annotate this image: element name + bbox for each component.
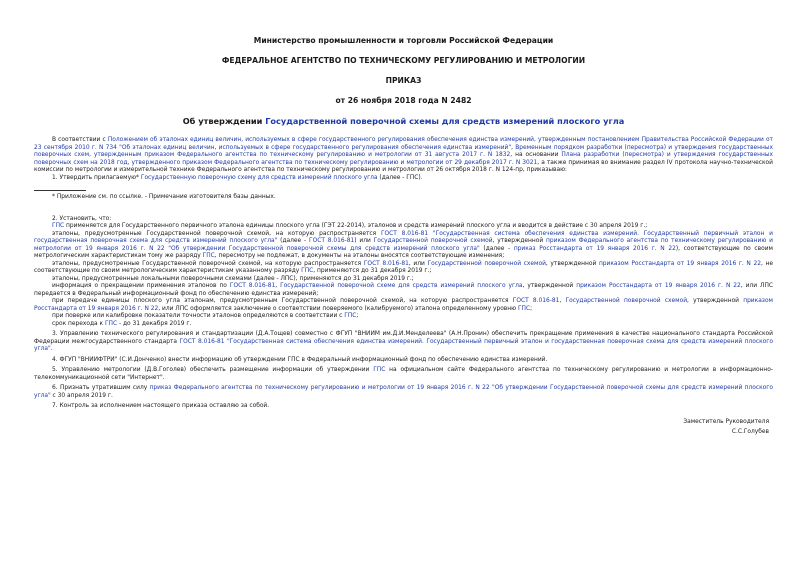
gost-short-link[interactable]: ГОСТ 8.016-81 <box>229 283 276 289</box>
order-2016-link[interactable]: приказом Федерального агентства по техническому регулированию и метрологии от 19 января 2016 г. N 22 "Об утверждении Государственной поверочной схемы для средств измерений плоского угла" <box>34 238 773 252</box>
gps-scheme-link[interactable]: Государственную поверочную схему для средств измерений плоского угла <box>140 174 378 181</box>
gost-short-link[interactable]: ГОСТ 8.016-81 <box>363 260 409 267</box>
signature-block <box>34 417 773 437</box>
gost-short-link[interactable]: ГОСТ 8.016-81 <box>309 238 355 244</box>
item-5: 5. Управлению метрологии (Д.В.Гоголев) обеспечить размещение информации об утверждении ГПС на официальном сайте Федерального агентства по техническому регулированию и метрологии в информационно-телекоммуникационной сети "Интернет". <box>34 367 773 381</box>
item-2-para-a: ГПС применяется для Государственного первичного эталона единицы плоского угла (ГЭТ 22-2014), эталонов и средств измерений плоского угла и вводится в действие с 30 апреля 2019 г.; <box>52 223 648 229</box>
gps-link[interactable]: ГПС <box>202 253 215 259</box>
scheme-link[interactable]: Государственной поверочной схемой <box>427 260 546 267</box>
gost-link[interactable]: ГОСТ 8.016-81 "Государственная система обеспечения единства измерений. Государственный первичный эталон и государственная поверочная схема для средств измерений плоского угла" <box>34 230 773 244</box>
document-title: Об утверждении Государственной поверочной схемы для средств измерений плоского угла <box>182 116 625 126</box>
item-2-para-d: эталоны, предусмотренные локальными поверочными схемами (далее - ЛПС), применяются до 31 декабря 2019 г.; <box>52 275 414 282</box>
scheme-link[interactable]: Государственной поверочной схемой <box>373 238 493 244</box>
gps-link[interactable]: ГПС <box>301 268 314 274</box>
plan-link[interactable]: Плана разработки (пересмотра) и утверждения государственных поверочных схем на 2018 год, утвержденного приказом Федерального агентства по техническому регулированию и метрологии от 29 декабря 2017 г. N 3021 <box>34 152 773 166</box>
title-link[interactable]: Государственной поверочной схемы для средств измерений плоского угла <box>265 116 625 126</box>
gps-link[interactable]: ГПС <box>52 223 65 229</box>
gps-link[interactable]: ГПС <box>104 320 118 327</box>
preamble-paragraph: В соответствии с Положением об эталонах единиц величин, используемых в сфере государственного регулирования обеспечения единства измерений, утвержденным постановлением Правительства Российской Федерации от 23 сентября 2010 г. N 734 "Об эталонах единиц величин, используемых в сфере государственного регулирования обеспечения единства измерений", Временным порядком разработки (пересмотра) и утверждения государственных поверочных схем, утвержденным приказом Федерального агентства по техническому регулированию и метрологии от 31 августа 2017 г. N 1832, на основании Плана разработки (пересмотра) и утверждения государственных поверочных схем на 2018 год, утвержденного приказом Федерального агентства по техническому регулированию и метрологии от 29 декабря 2017 г. N 3021, а также принимая во внимание раздел IV протокола научно-технической комиссии по метрологии и измерительной технике Федерального агентства по техническому регулированию и метрологии от 26 октября 2018 г. N 124-пр, приказываю: <box>34 137 774 173</box>
signature-name: С.С.Голубев <box>731 428 769 435</box>
gost-short-link[interactable]: ГОСТ 8.016-81 <box>512 298 560 304</box>
item-3: 3. Управлению технического регулирования и стандартизации (Д.А.Тощев) совместно с ФГУП "ВНИИМ им.Д.И.Менделеева" (А.Н.Пронин) обеспечить прекращение применения в качестве национального стандарта Российской Федерации межгосударственного стандарта ГОСТ 8.016-81 "Государственная система обеспечения единства измерений. Государственный первичный эталон и государственная поверочная схема для средств измерений плоского угла". <box>34 331 773 352</box>
item-2-para-b: эталоны, предусмотренные Государственной поверочной схемой, на которую распространяется ГОСТ 8.016-81 "Государственная система обеспечения единства измерений. Государственный первичный эталон и государственная поверочная схема для средств измерений плоского угла" (далее - ГОСТ 8.016-81) или Государственной поверочной схемой, утвержденной приказом Федерального агентства по техническому регулированию и метрологии от 19 января 2016 г. N 22 "Об утверждении Государственной поверочной схемы для средств измерений плоского угла" (далее - приказ Росстандарта от 19 января 2016 г. N 22), соответствующие по своим метрологическим характеристикам тому же разряду ГПС, пересмотру не подлежат, в документы на эталоны вносятся соответствующие изменения; <box>34 230 774 259</box>
date-number-heading: от 26 ноября 2018 года N 2482 <box>335 96 472 105</box>
temporary-order-link[interactable]: Временным порядком разработки (пересмотра) и утверждения государственных поверочных схем, утвержденным приказом Федерального агентства по техническому регулированию и метрологии от 31 августа 2017 г. N 1832 <box>34 144 774 158</box>
item-2-para-f: при передаче единицы плоского угла эталонам, предусмотренным Государственной поверочной схемой, на которую распространяется ГОСТ 8.016-81, Государственной поверочной схемой, утвержденной приказом Росстандарта от 19 января 2016 г. N 22, или ЛПС оформляется заключение о соответствии поверяемого (калибруемого) эталона определенному уровню ГПС; <box>34 298 773 312</box>
item-1: 1. Утвердить прилагаемую* Государственную поверочную схему для средств измерений плоского угла (далее - ГПС). <box>52 174 423 181</box>
order-2016-link[interactable]: приказ Федерального агентства по техническому регулированию и метрологии от 19 января 2016 г. N 22 "Об утверждении Государственной поверочной схемы для средств измерений плоского угла" <box>34 385 773 399</box>
agency-heading: ФЕДЕРАЛЬНОЕ АГЕНТСТВО ПО ТЕХНИЧЕСКОМУ РЕГУЛИРОВАНИЮ И МЕТРОЛОГИИ <box>221 56 586 65</box>
scheme-full-link[interactable]: Государственной поверочной схеме для средств измерений плоского угла <box>280 283 523 289</box>
order-short-link[interactable]: приказом Росстандарта от 19 января 2016 г. N 22 <box>576 283 741 289</box>
doc-type-heading: ПРИКАЗ <box>385 76 422 85</box>
item-2-para-h: срок перехода к ГПС - до 31 декабря 2019 г. <box>52 320 192 327</box>
footnote-divider <box>34 190 86 191</box>
gost-link[interactable]: ГОСТ 8.016-81 "Государственная система обеспечения единства измерений. Государственный первичный эталон и государственная поверочная схема для средств измерений плоского угла" <box>34 338 773 352</box>
footnote: * Приложение см. по ссылке. - Примечание изготовителя базы данных. <box>52 194 276 200</box>
signature-position: Заместитель Руководителя <box>683 418 769 425</box>
scheme-link[interactable]: Государственной поверочной схемой <box>565 298 688 304</box>
order-short-link[interactable]: приказом Росстандарта от 19 января 2016 г. N 22 <box>34 298 773 312</box>
item-6: 6. Признать утратившим силу приказ Федерального агентства по техническому регулированию и метрологии от 19 января 2016 г. N 22 "Об утверждении Государственной поверочной схемы для средств измерений плоского угла" с 30 апреля 2019 г. <box>34 385 773 399</box>
item-7: 7. Контроль за исполнением настоящего приказа оставляю за собой. <box>52 403 270 409</box>
item-2-para-e: информация о прекращении применения эталонов по ГОСТ 8.016-81, Государственной поверочной схеме для средств измерений плоского угла, утвержденной приказом Росстандарта от 19 января 2016 г. N 22, или ЛПС передается в Федеральный информационный фонд по обеспечению единства измерений; <box>34 283 773 297</box>
order-short-link[interactable]: приказом Росстандарта от 19 января 2016 г. N 22 <box>598 260 761 267</box>
gps-link[interactable]: ГПС <box>373 367 386 373</box>
item-2-heading: 2. Установить, что: <box>52 215 112 222</box>
item-4: 4. ФГУП "ВНИИФТРИ" (С.И.Донченко) внести информацию об утверждении ГПС в Федеральный информационный фонд по обеспечению единства измерений. <box>52 356 548 363</box>
order-short-link[interactable]: приказ Росстандарта от 19 января 2016 г. N 22 <box>513 245 676 252</box>
gps-link[interactable]: ГПС <box>344 313 357 319</box>
item-2-para-c: эталоны, предусмотренные Государственной поверочной схемой, на которую распространяется ГОСТ 8.016-81, или Государственной поверочной схемой, утвержденной приказом Росстандарта от 19 января 2016 г. N 22, не соответствующие по своим метрологическим характеристикам указанному разряду ГПС, применяются до 31 декабря 2019 г.; <box>34 260 773 274</box>
ministry-heading: Министерство промышленности и торговли Российской Федерации <box>253 36 554 45</box>
regulation-link[interactable]: Положением об эталонах единиц величин, используемых в сфере государственного регулирования обеспечения единства измерений, утвержденным постановлением Правительства Российской Федерации от 23 сентября 2010 г. N 734 "Об эталонах единиц величин, используемых в сфере государственного регулирования обеспечения единства измерений" <box>34 137 773 151</box>
gps-link[interactable]: ГПС <box>517 305 531 312</box>
item-2-para-g: при поверке или калибровке показатели точности эталонов определяются в соответствии с ГПС; <box>52 313 359 319</box>
